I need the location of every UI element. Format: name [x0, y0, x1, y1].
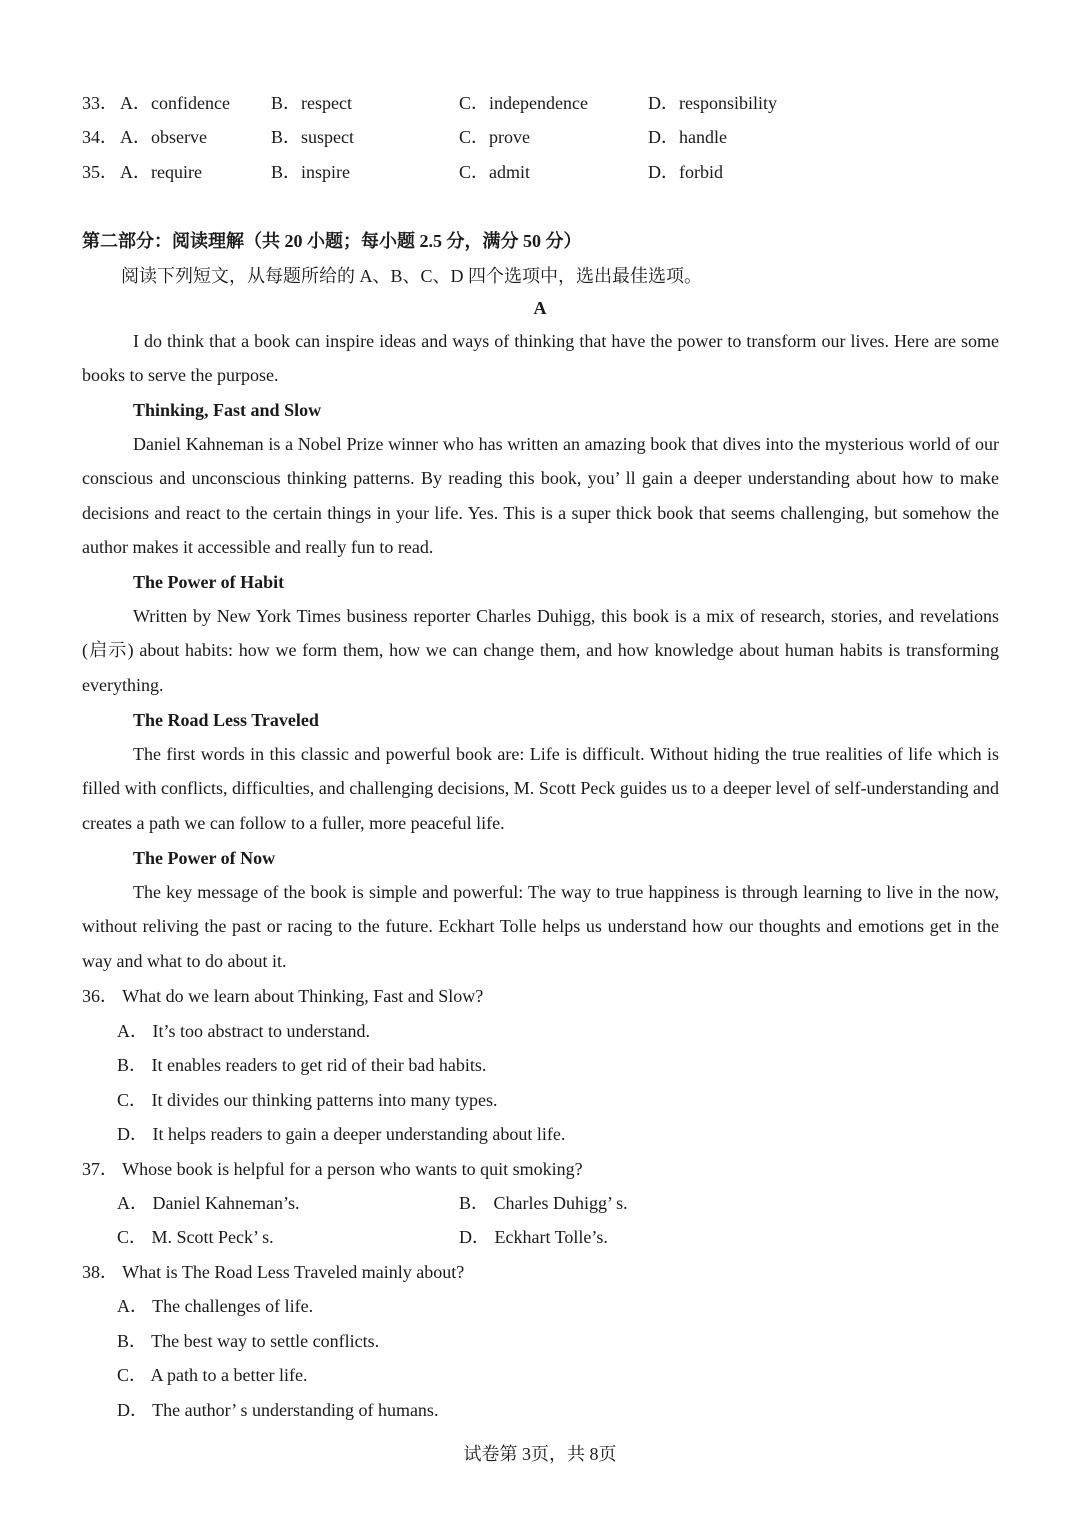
- question-number: 33．: [82, 93, 118, 113]
- question-37-option-a: A． Daniel Kahneman’s.: [117, 1193, 300, 1213]
- option-row-35: [82, 158, 842, 182]
- question-38-stem: 38． What is The Road Less Traveled mainly about?: [82, 1262, 465, 1282]
- book-description-thinking-fast-slow: Daniel Kahneman is a Nobel Prize winner who has written an amazing book that dives into the mysterious world of our conscious and unconscious thinking patterns. By reading this book, you’ ll gain a deeper understanding about how to make decisions and react to the certain things in your life. Yes. This is a super thick book that seems challenging, but somehow the author makes it accessible and really fun to read.: [82, 434, 999, 558]
- option-row-33: [82, 89, 842, 113]
- option-d: D．handle: [648, 127, 727, 147]
- option-b: B．respect: [271, 93, 352, 113]
- option-b: B．inspire: [271, 162, 350, 182]
- book-title-thinking-fast-slow: Thinking, Fast and Slow: [133, 400, 322, 420]
- section-title: 第二部分：阅读理解（共 20 小题；每小题 2.5 分，满分 50 分）: [82, 231, 582, 251]
- question-number: 35．: [82, 162, 118, 182]
- question-38-option-c: C． A path to a better life.: [117, 1365, 308, 1385]
- option-d: D．forbid: [648, 162, 723, 182]
- passage-label: A: [533, 298, 547, 318]
- option-c: C．admit: [459, 162, 530, 182]
- option-row-34: [82, 123, 842, 147]
- page-footer: 试卷第 3页，共 8页: [463, 1444, 617, 1464]
- question-36-option-b: B． It enables readers to get rid of their bad habits.: [117, 1055, 487, 1075]
- question-37-option-b: B． Charles Duhigg’ s.: [459, 1193, 628, 1213]
- option-a: A．confidence: [120, 93, 230, 113]
- book-description-power-of-now: The key message of the book is simple and powerful: The way to true happiness is through learning to live in the now, without reliving the past or racing to the future. Eckhart Tolle helps us understand how our thoughts and emotions get in the way and what to do about it.: [82, 882, 999, 971]
- question-38-option-d: D． The author’ s understanding of humans.: [117, 1400, 439, 1420]
- question-number: 34．: [82, 127, 118, 147]
- question-36-stem: 36． What do we learn about Thinking, Fast and Slow?: [82, 986, 484, 1006]
- book-title-road-less-traveled: The Road Less Traveled: [133, 710, 319, 730]
- question-38-option-b: B． The best way to settle conflicts.: [117, 1331, 380, 1351]
- question-37-stem: 37． Whose book is helpful for a person who wants to quit smoking?: [82, 1159, 583, 1179]
- question-36-option-d: D． It helps readers to gain a deeper understanding about life.: [117, 1124, 566, 1144]
- book-description-road-less-traveled: The first words in this classic and powerful book are: Life is difficult. Without hiding the true realities of life which is filled with conflicts, difficulties, and challenging decisions, M. Scott Peck guides us to a deeper level of self-understanding and creates a path we can follow to a fuller, more peaceful life.: [82, 744, 999, 833]
- question-37-option-d: D． Eckhart Tolle’s.: [459, 1227, 608, 1247]
- question-36-option-a: A． It’s too abstract to understand.: [117, 1021, 370, 1041]
- passage-intro: I do think that a book can inspire ideas and ways of thinking that have the power to transform our lives. Here are some books to serve the purpose.: [82, 331, 999, 386]
- option-d: D．responsibility: [648, 93, 777, 113]
- question-36-option-c: C． It divides our thinking patterns into many types.: [117, 1090, 498, 1110]
- book-title-power-of-habit: The Power of Habit: [133, 572, 285, 592]
- question-38-option-a: A． The challenges of life.: [117, 1296, 314, 1316]
- section-instruction: 阅读下列短文，从每题所给的 A、B、C、D 四个选项中，选出最佳选项。: [121, 266, 703, 286]
- question-37-option-c: C． M. Scott Peck’ s.: [117, 1227, 274, 1247]
- option-c: C．prove: [459, 127, 530, 147]
- option-a: A．require: [120, 162, 202, 182]
- option-b: B．suspect: [271, 127, 354, 147]
- book-title-power-of-now: The Power of Now: [133, 848, 276, 868]
- book-description-power-of-habit: Written by New York Times business reporter Charles Duhigg, this book is a mix of research, stories, and revelations (启示) about habits: how we form them, how we can change them, and how knowledge about human habits is transforming everything.: [82, 606, 999, 695]
- option-c: C．independence: [459, 93, 588, 113]
- option-a: A．observe: [120, 127, 207, 147]
